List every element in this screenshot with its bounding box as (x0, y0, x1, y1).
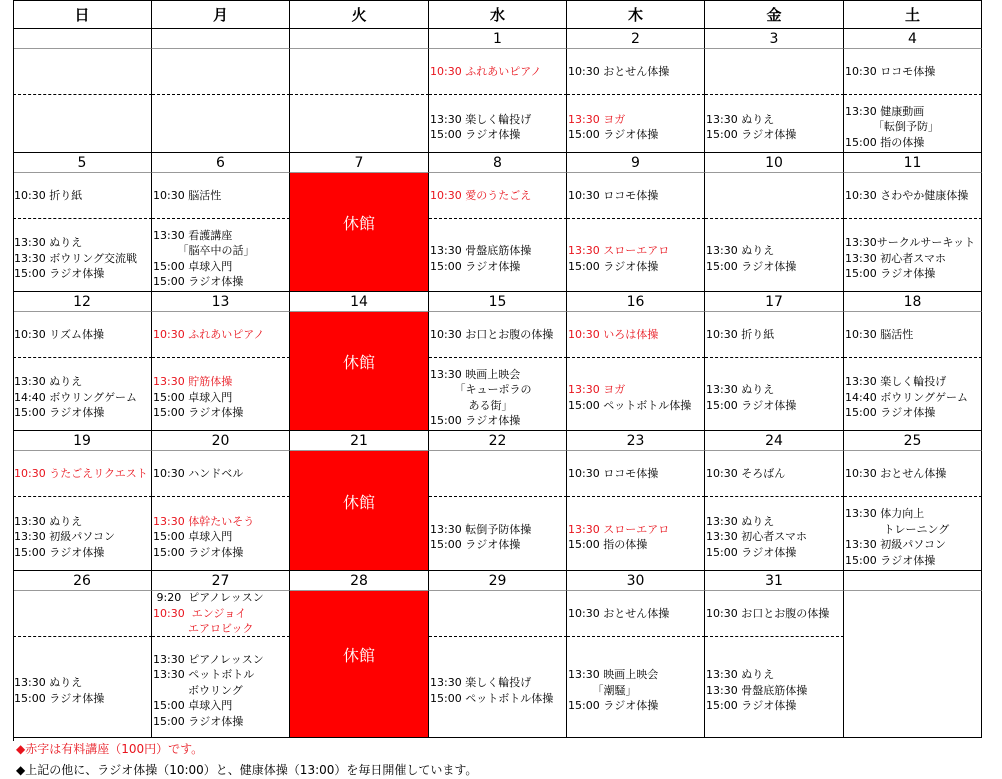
afternoon-events (705, 219, 844, 292)
event-line: 15:00 ラジオ体操 (430, 128, 521, 141)
event-line: 10:30 うたごえリクエスト (14, 466, 148, 480)
afternoon-events (13, 497, 152, 571)
day-number: 20 (152, 431, 290, 451)
event-line: 15:00 ラジオ体操 (14, 406, 105, 420)
event-line: 13:30 体幹たいそう (153, 514, 255, 528)
event-line: 10:30 ロコモ体操 (568, 466, 659, 480)
event-line: 13:30 映画上映会 (568, 668, 659, 682)
event-line: 10:30 お口とお腹の体操 (430, 327, 554, 341)
event-line: 10:30 おとせん体操 (568, 64, 670, 78)
day-number: 12 (13, 292, 152, 312)
event-line: 13:30 骨盤底筋体操 (430, 244, 532, 257)
afternoon-events (152, 95, 290, 153)
footnote-1: ◆赤字は有料講座（100円）です。 (16, 742, 204, 756)
event-line: 13:30 初級パソコン (845, 538, 946, 551)
event-line: 15:00 ラジオ体操 (706, 128, 797, 141)
morning-events (152, 49, 290, 95)
event-line: 13:30 ピアノレッスン (153, 652, 264, 666)
event-line: 15:00 ラジオ体操 (706, 699, 797, 713)
event-line: 13:30 ぬりえ (706, 244, 775, 257)
morning-events (429, 312, 567, 358)
event-line: 13:30 転倒予防体操 (430, 522, 532, 536)
event-line: 15:00 卓球入門 (153, 530, 233, 544)
morning-events (567, 312, 705, 358)
morning-events (13, 451, 152, 497)
event-line: 13:30 初心者スマホ (845, 251, 946, 265)
event-line: 13:30 ぬりえ (706, 383, 775, 396)
afternoon-events (152, 637, 290, 738)
morning-events (290, 49, 429, 95)
event-line: 15:00 ラジオ体操 (153, 545, 244, 559)
event-line: 13:30 ぬりえ (14, 236, 83, 250)
event-line: 15:00 ペットボトル体操 (568, 398, 692, 412)
day-number: 2 (567, 29, 705, 49)
event-line: 10:30 愛のうたごえ (430, 188, 532, 202)
event-line: 15:00 ラジオ体操 (14, 545, 105, 559)
event-line: 13:30 初級パソコン (14, 530, 115, 544)
morning-events (844, 173, 982, 219)
event-line: 14:40 ボウリングゲーム (14, 390, 137, 404)
afternoon-events (844, 95, 982, 153)
day-number (13, 29, 152, 49)
event-line: 13:30 骨盤底筋体操 (706, 683, 808, 697)
day-number: 25 (844, 431, 982, 451)
event-line: 15:00 ラジオ体操 (14, 267, 105, 281)
morning-events (152, 451, 290, 497)
event-line: 13:30 ぬりえ (14, 676, 83, 689)
morning-events (429, 591, 567, 637)
event-line: 「潮騒」 (568, 683, 637, 697)
day-number: 3 (705, 29, 844, 49)
event-line: 10:30 脳活性 (845, 327, 914, 341)
day-number: 1 (429, 29, 567, 49)
day-number: 11 (844, 153, 982, 173)
calendar-left-border (13, 0, 14, 741)
day-number: 28 (290, 571, 429, 591)
afternoon-events (13, 358, 152, 431)
event-line: 13:30 看護講座 (153, 228, 233, 242)
event-line: 15:00 ラジオ体操 (153, 406, 244, 420)
event-line: 13:30 体力向上 (845, 507, 925, 520)
closed-day-cell (290, 312, 429, 431)
event-line: 10:30 エンジョイ (153, 606, 247, 620)
event-line: 9:20 ピアノレッスン (153, 591, 264, 605)
event-line: 10:30 そろばん (706, 466, 786, 480)
event-line: 10:30 リズム体操 (14, 327, 104, 341)
morning-events (152, 312, 290, 358)
day-number: 8 (429, 153, 567, 173)
event-line: 15:00 指の体操 (568, 538, 648, 551)
event-line: 15:00 ラジオ体操 (706, 259, 797, 273)
day-number (844, 571, 982, 591)
morning-events (567, 49, 705, 95)
closed-label: 休館 (342, 646, 375, 665)
event-line: 15:00 ペットボトル体操 (430, 691, 554, 705)
event-line: 13:30 スローエアロ (568, 522, 670, 536)
event-line: 13:30サークルサーキット (845, 236, 976, 250)
morning-events (429, 173, 567, 219)
day-number: 18 (844, 292, 982, 312)
event-line: 13:30 スローエアロ (568, 244, 670, 257)
morning-events (429, 451, 567, 497)
event-line: 15:00 卓球入門 (153, 390, 233, 404)
day-number: 5 (13, 153, 152, 173)
day-number: 26 (13, 571, 152, 591)
morning-events (567, 591, 705, 637)
calendar-top-border (13, 0, 982, 1)
afternoon-events (13, 637, 152, 738)
week-divider (13, 737, 982, 738)
event-line: 15:00 ラジオ体操 (568, 128, 659, 141)
event-line: 15:00 ラジオ体操 (153, 275, 244, 288)
event-line: ある街」 (430, 398, 513, 412)
afternoon-events (567, 95, 705, 153)
day-number: 27 (152, 571, 290, 591)
afternoon-events (429, 95, 567, 153)
event-line: 「キューポラの (430, 383, 532, 396)
event-line: 13:30 貯筋体操 (153, 375, 233, 389)
afternoon-events (152, 219, 290, 292)
event-line: 15:00 ラジオ体操 (568, 259, 659, 273)
event-line: 15:00 ラジオ体操 (706, 398, 797, 412)
morning-events (844, 451, 982, 497)
closed-label: 休館 (342, 214, 375, 233)
weekday-header-5: 金 (705, 0, 844, 29)
weekday-header-0: 日 (13, 0, 152, 29)
closed-day-cell (290, 591, 429, 738)
event-line: 10:30 ロコモ体操 (568, 188, 659, 202)
event-line: 15:00 ラジオ体操 (568, 699, 659, 713)
day-number: 6 (152, 153, 290, 173)
closed-label: 休館 (342, 492, 375, 512)
morning-events (13, 49, 152, 95)
morning-events (567, 451, 705, 497)
afternoon-events (152, 497, 290, 571)
event-line: 13:30 ぬりえ (14, 514, 83, 528)
afternoon-events (567, 637, 705, 738)
event-line: 13:30 楽しく輪投げ (845, 375, 947, 389)
afternoon-events (13, 219, 152, 292)
event-line: エアロビック (153, 622, 254, 636)
day-number: 31 (705, 571, 844, 591)
afternoon-events (567, 219, 705, 292)
afternoon-events (152, 358, 290, 431)
event-line: 10:30 ふれあいピアノ (153, 327, 265, 341)
event-line: 10:30 ロコモ体操 (845, 64, 936, 78)
event-line: 15:00 ラジオ体操 (14, 691, 105, 705)
event-line: 13:30 楽しく輪投げ (430, 676, 532, 689)
closed-label: 休館 (342, 353, 375, 372)
event-line: 10:30 折り紙 (706, 327, 775, 341)
morning-events (152, 591, 290, 637)
morning-events (705, 173, 844, 219)
afternoon-events (429, 497, 567, 571)
day-number: 22 (429, 431, 567, 451)
event-line: 13:30 ヨガ (568, 383, 626, 396)
day-number (152, 29, 290, 49)
weekday-header-3: 水 (429, 0, 567, 29)
day-number: 30 (567, 571, 705, 591)
morning-events (844, 312, 982, 358)
afternoon-events (705, 497, 844, 571)
event-line: 13:30 ボウリング交流戦 (14, 251, 137, 265)
closed-day-cell (290, 173, 429, 292)
day-number: 10 (705, 153, 844, 173)
day-number: 24 (705, 431, 844, 451)
event-line: 13:30 映画上映会 (430, 367, 521, 381)
event-line: 13:30 ぬりえ (706, 668, 775, 682)
closed-day-cell (290, 451, 429, 571)
event-line: 15:00 ラジオ体操 (430, 538, 521, 551)
day-number: 21 (290, 431, 429, 451)
day-number: 14 (290, 292, 429, 312)
day-number: 16 (567, 292, 705, 312)
event-line: 15:00 ラジオ体操 (845, 267, 936, 281)
day-number: 9 (567, 153, 705, 173)
event-line: 10:30 いろは体操 (568, 327, 659, 341)
event-line: 13:30 楽しく輪投げ (430, 112, 532, 126)
morning-events (705, 312, 844, 358)
morning-events (429, 49, 567, 95)
morning-events (705, 591, 844, 637)
event-line: 15:00 ラジオ体操 (845, 406, 936, 420)
morning-events (705, 49, 844, 95)
day-number: 19 (13, 431, 152, 451)
morning-events (13, 591, 152, 637)
event-line: 15:00 ラジオ体操 (430, 259, 521, 273)
event-line: 13:30 ヨガ (568, 112, 626, 126)
day-number: 29 (429, 571, 567, 591)
event-line: トレーニング (845, 522, 950, 536)
event-line: 15:00 ラジオ体操 (706, 545, 797, 559)
event-line: 13:30 ぬりえ (706, 514, 775, 528)
event-line: 13:30 ペットボトル (153, 668, 255, 682)
afternoon-events (429, 358, 567, 431)
footnote-2: ◆上記の他に、ラジオ体操（10:00）と、健康体操（13:00）を毎日開催しています。 (16, 763, 478, 777)
afternoon-events (567, 497, 705, 571)
empty-day-cell (844, 591, 982, 738)
event-line: 10:30 ハンドベル (153, 466, 244, 480)
afternoon-events (705, 358, 844, 431)
morning-events (152, 173, 290, 219)
event-line: 15:00 ラジオ体操 (430, 414, 521, 427)
event-line: 13:30 健康動画 (845, 104, 925, 118)
event-line: 13:30 ぬりえ (706, 112, 775, 126)
morning-events (13, 312, 152, 358)
event-line: 10:30 折り紙 (14, 188, 83, 202)
weekday-header-2: 火 (290, 0, 429, 29)
event-line: 13:30 ぬりえ (14, 375, 83, 389)
weekday-header-4: 木 (567, 0, 705, 29)
event-line: 10:30 ふれあいピアノ (430, 64, 542, 78)
event-line: 10:30 おとせん体操 (845, 466, 947, 480)
event-line: 「脳卒中の話」 (153, 244, 255, 257)
event-line: 10:30 おとせん体操 (568, 606, 670, 620)
afternoon-events (429, 219, 567, 292)
event-line: 10:30 脳活性 (153, 188, 222, 202)
day-number: 17 (705, 292, 844, 312)
afternoon-events (429, 637, 567, 738)
event-line: ボウリング (153, 683, 243, 697)
afternoon-events (844, 219, 982, 292)
day-number (290, 29, 429, 49)
event-line: 15:00 ラジオ体操 (845, 553, 936, 567)
morning-events (705, 451, 844, 497)
afternoon-events (705, 637, 844, 738)
morning-events (13, 173, 152, 219)
event-line: 13:30 初心者スマホ (706, 530, 807, 544)
event-line: 15:00 卓球入門 (153, 259, 233, 273)
event-line: 15:00 卓球入門 (153, 699, 233, 713)
afternoon-events (844, 497, 982, 571)
event-line: 15:00 指の体操 (845, 135, 925, 149)
weekday-header-1: 月 (152, 0, 290, 29)
event-line: 10:30 お口とお腹の体操 (706, 606, 830, 620)
afternoon-events (13, 95, 152, 153)
event-line: 14:40 ボウリングゲーム (845, 390, 968, 404)
day-number: 23 (567, 431, 705, 451)
day-number: 15 (429, 292, 567, 312)
weekday-header-6: 土 (844, 0, 982, 29)
morning-events (844, 49, 982, 95)
day-number: 4 (844, 29, 982, 49)
event-line: 「転倒予防」 (845, 120, 939, 134)
event-line: 15:00 ラジオ体操 (153, 714, 244, 728)
morning-events (567, 173, 705, 219)
day-number: 13 (152, 292, 290, 312)
day-number: 7 (290, 153, 429, 173)
event-line: 10:30 さわやか健康体操 (845, 188, 969, 202)
afternoon-events (567, 358, 705, 431)
afternoon-events (290, 95, 429, 153)
afternoon-events (705, 95, 844, 153)
afternoon-events (844, 358, 982, 431)
